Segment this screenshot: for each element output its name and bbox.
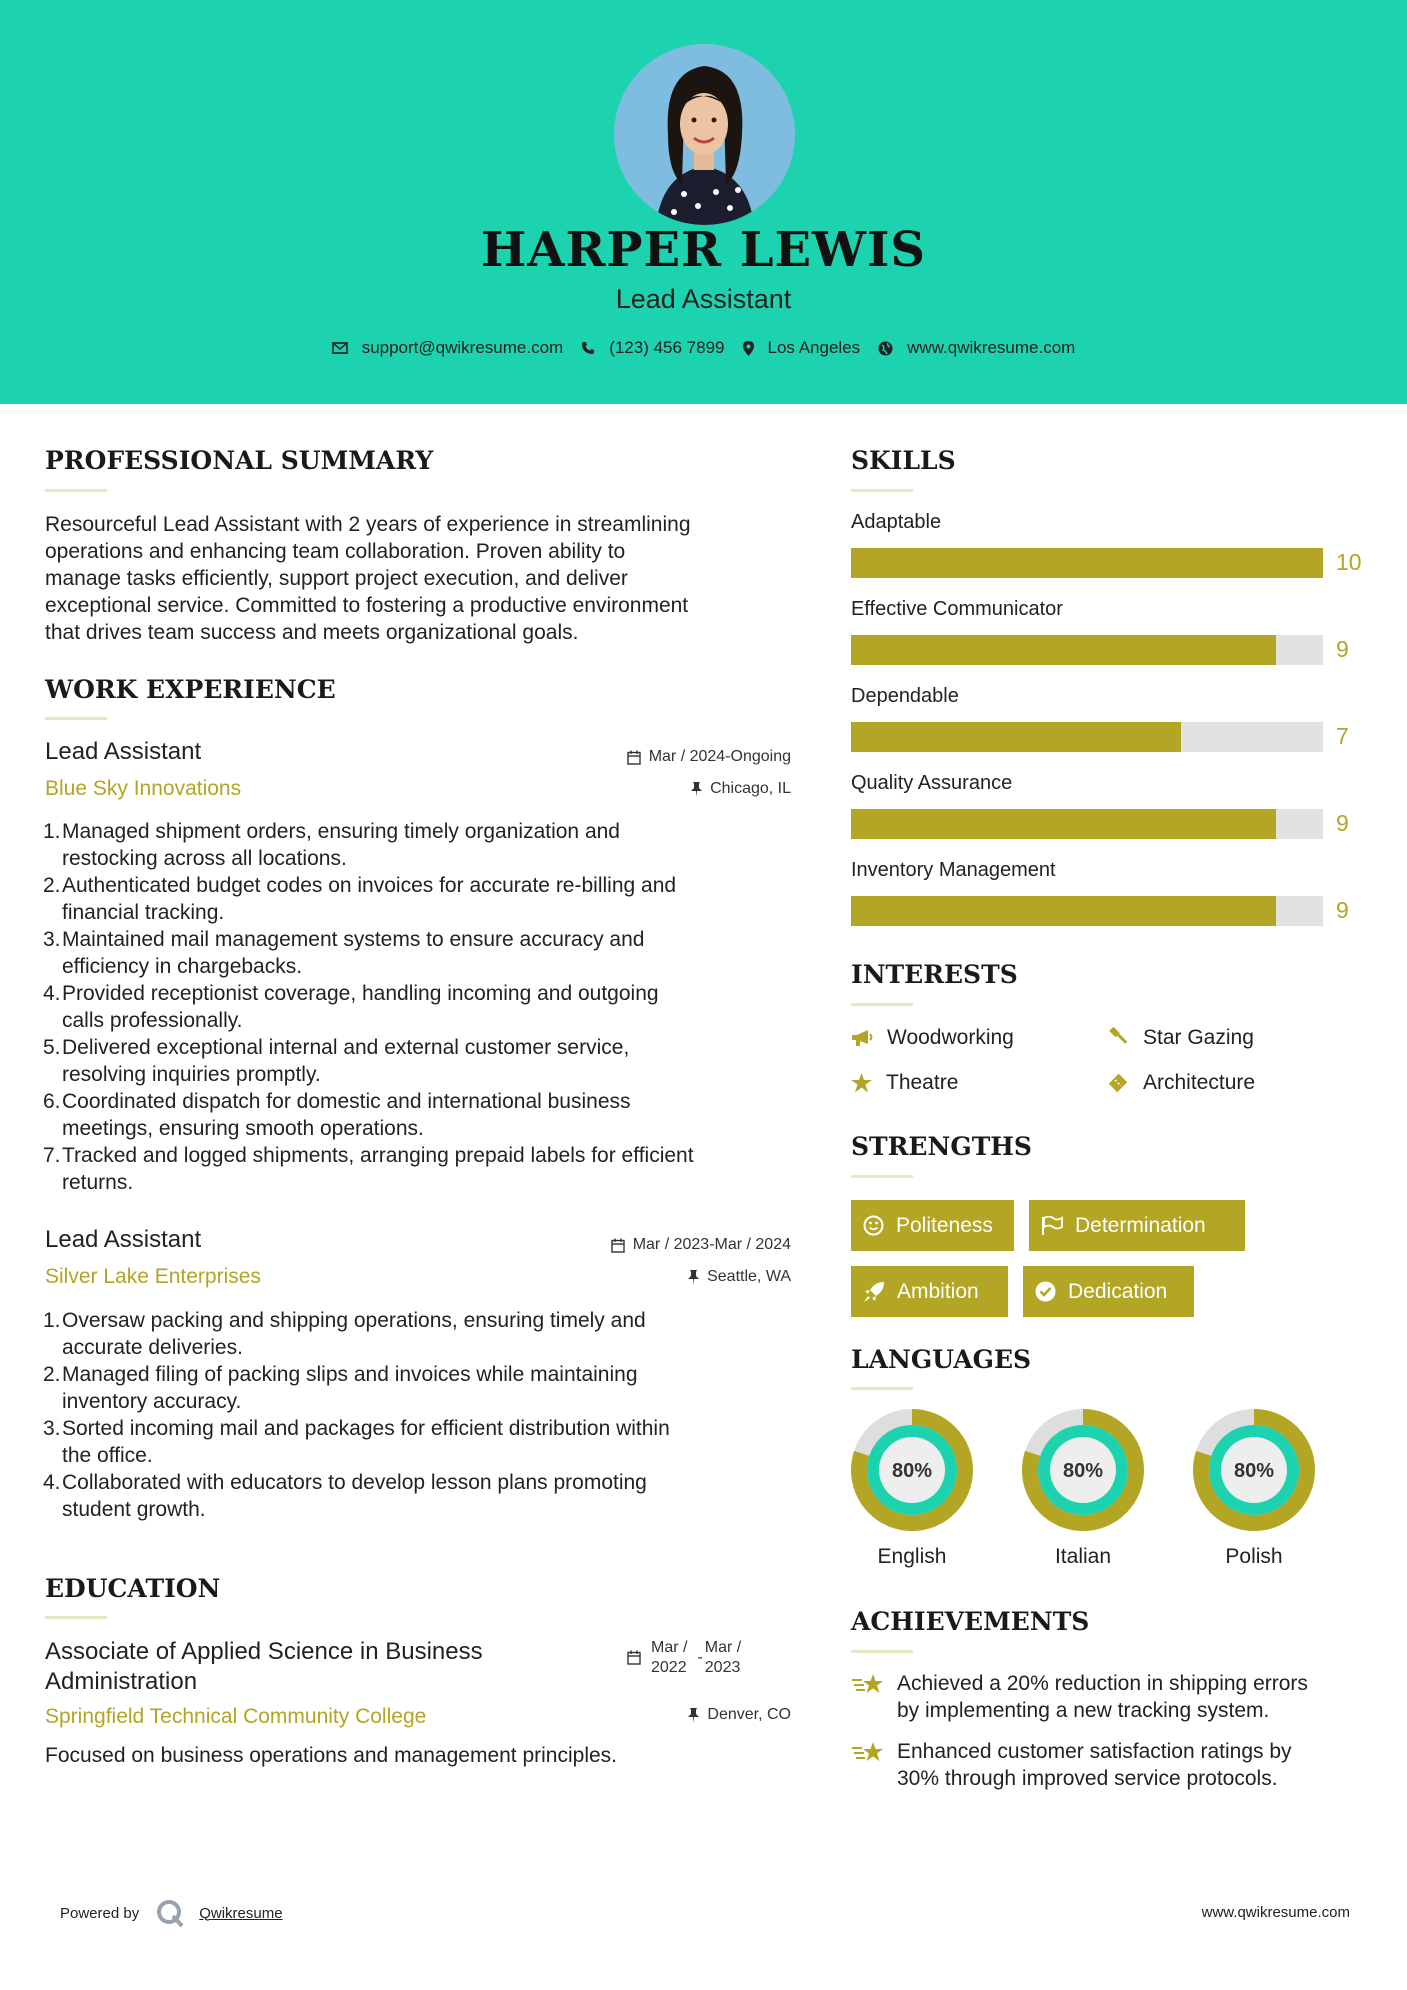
job-duties-list [43,1307,803,1523]
item-line: accurate deliveries. [62,1336,243,1359]
skills-heading: SKILLS [851,446,956,475]
skill-bar-fill [851,635,1276,665]
degree-line: Administration [45,1668,198,1695]
skill-value: 7 [1336,723,1349,749]
item-line: returns. [62,1171,134,1194]
calendar-icon [627,750,641,765]
contact-location [743,338,861,358]
education-underline [45,1616,107,1619]
achievement-item [851,1738,1292,1792]
skill-value: 10 [1336,549,1362,575]
job-company: Silver Lake Enterprises [45,1265,261,1288]
school-name: Springfield Technical Community College [45,1705,427,1728]
summary-line: manage tasks efficiently, support project execution, and deliver [45,567,628,590]
education-location-text: Denver, CO [707,1706,791,1723]
strengths-heading: STRENGTHS [851,1132,1032,1161]
contact-bar [0,338,1407,358]
date-part: Mar / [704,1639,742,1656]
envelope-icon [332,342,348,354]
megaphone-icon [851,1029,873,1047]
item-line: Sorted incoming mail and packages for efficient distribution within [62,1417,670,1440]
summary-line: Resourceful Lead Assistant with 2 years of experience in streamlining [45,513,691,536]
list-item [43,1415,803,1469]
skill-label: Dependable [851,685,959,707]
skill-bar-track [851,809,1323,839]
list-item [43,1307,803,1361]
skill-bar-fill [851,722,1181,752]
job-dates-text: Mar / 2023-Mar / 2024 [632,1236,791,1253]
strength-tag-politeness [851,1200,1014,1251]
interest-star-gazing [1107,1026,1254,1050]
item-line: student growth. [62,1498,206,1521]
calendar-icon [611,1238,625,1253]
degree-line: Associate of Applied Science in Business [45,1638,483,1665]
star-icon [851,1073,872,1093]
education-dates [627,1638,741,1678]
job-title: Lead Assistant [45,1226,202,1253]
skills-underline [851,489,913,492]
item-number: 2. [43,874,61,897]
brand-link[interactable]: Qwikresume [199,1904,283,1922]
item-line: Delivered exceptional internal and external customer service, [62,1036,630,1059]
item-line: Collaborated with educators to develop lesson plans promoting [62,1471,647,1494]
education-location [500,1706,791,1724]
achievement-line: by implementing a new tracking system. [897,1699,1270,1722]
skill-label: Adaptable [851,511,942,533]
job-company: Blue Sky Innovations [45,777,242,800]
job-dates [500,1236,791,1254]
footer-branding [60,1898,283,1928]
strength-label: Politeness [896,1213,993,1237]
experience-heading: WORK EXPERIENCE [45,675,336,704]
gavel-icon [1107,1027,1129,1049]
contact-email[interactable] [332,338,564,358]
list-item [43,926,803,980]
item-number: 7. [43,1144,61,1167]
skill-value: 9 [1336,897,1349,923]
qwikresume-logo-icon [155,1898,185,1928]
list-item [43,872,803,926]
languages-heading: LANGUAGES [851,1345,1032,1374]
interest-label: Woodworking [887,1026,1014,1049]
skill-value: 9 [1336,636,1349,662]
item-line: Tracked and logged shipments, arranging prepaid labels for efficient [62,1144,694,1167]
skill-bar-track [851,548,1323,578]
skill-bar-track [851,722,1323,752]
item-line: Provided receptionist coverage, handling incoming and outgoing [62,982,659,1005]
phone-text: (123) 456 7899 [609,338,725,357]
shooting-star-icon [851,1740,885,1766]
item-line: the office. [62,1444,153,1467]
summary-heading: PROFESSIONAL SUMMARY [45,446,434,475]
strength-tag-dedication [1023,1266,1194,1317]
phone-icon [581,341,595,355]
interests-heading: INTERESTS [851,960,1018,989]
list-item [43,980,803,1034]
summary-underline [45,489,107,492]
skill-label: Inventory Management [851,859,1056,881]
language-percent: 80% [1062,1460,1104,1482]
degree-title [45,1637,483,1697]
candidate-name: HARPER LEWIS [480,222,927,278]
skill-bar-track [851,896,1323,926]
strengths-underline [851,1175,913,1178]
contact-website[interactable] [878,338,1075,358]
experience-underline [45,717,107,720]
shooting-star-icon [851,1672,885,1698]
item-line: efficiency in chargebacks. [62,955,303,978]
list-item [43,1469,803,1523]
website-text: www.qwikresume.com [907,338,1076,357]
contact-phone[interactable] [581,338,724,358]
job-location-text: Chicago, IL [710,780,791,797]
date-separator: - [697,1649,703,1666]
item-number: 3. [43,1417,61,1440]
skill-bar-track [851,635,1323,665]
date-part: Mar / [651,1639,688,1656]
edu-start-date [651,1638,687,1678]
summary-line: that drives team success and meets organizational goals. [45,621,579,644]
interest-label: Theatre [886,1071,959,1094]
rocket-icon [863,1281,885,1303]
pushpin-icon [688,1708,699,1723]
footer-website[interactable]: www.qwikresume.com [1201,1904,1350,1921]
item-number: 1. [43,1309,61,1332]
language-percent: 80% [1233,1460,1275,1482]
candidate-role: Lead Assistant [615,284,792,314]
date-part: 2023 [704,1659,741,1676]
list-item [43,1034,803,1088]
job-location [500,780,791,798]
interest-theatre [851,1071,958,1095]
job-location [500,1268,791,1286]
strength-tag-determination [1029,1200,1245,1251]
item-line: Maintained mail management systems to ensure accuracy and [62,928,645,951]
strength-label: Dedication [1068,1279,1168,1303]
item-number: 3. [43,928,61,951]
item-line: Oversaw packing and shipping operations, ensuring timely and [62,1309,646,1332]
skill-bar-fill [851,548,1323,578]
language-percent: 80% [891,1460,933,1482]
item-line: meetings, ensuring smooth operations. [62,1117,424,1140]
strength-label: Ambition [897,1279,979,1303]
interest-woodworking [851,1026,1014,1050]
item-line: Managed filing of packing slips and invoices while maintaining [62,1363,638,1386]
item-line: calls professionally. [62,1009,243,1032]
skill-value: 9 [1336,810,1349,836]
smile-icon [863,1215,884,1236]
pushpin-icon [688,1270,699,1285]
language-ring [1022,1409,1144,1531]
achievement-line: Achieved a 20% reduction in shipping errors [897,1672,1308,1695]
achievement-line: Enhanced customer satisfaction ratings by [897,1740,1292,1763]
item-line: Managed shipment orders, ensuring timely organization and [62,820,620,843]
ticket-icon [1107,1072,1129,1094]
pushpin-icon [691,782,702,797]
check-circle-icon [1035,1281,1056,1302]
skill-label: Effective Communicator [851,598,1063,620]
email-text: support@qwikresume.com [361,338,564,357]
item-number: 4. [43,982,61,1005]
item-line: resolving inquiries promptly. [62,1063,321,1086]
skill-label: Quality Assurance [851,772,1013,794]
job-dates [500,748,791,766]
summary-line: exceptional service. Committed to fostering a productive environment [45,594,689,617]
list-item [43,1088,803,1142]
item-number: 1. [43,820,61,843]
skill-bar-fill [851,896,1276,926]
education-heading: EDUCATION [45,1574,221,1603]
interest-architecture [1107,1071,1255,1095]
flag-icon [1041,1216,1063,1236]
job-dates-text: Mar / 2024-Ongoing [648,748,791,765]
edu-end-date [705,1638,741,1678]
language-ring [1193,1409,1315,1531]
date-part: 2022 [651,1659,687,1676]
job-title: Lead Assistant [45,738,202,765]
language-name: Italian [1054,1545,1112,1568]
location-text: Los Angeles [767,338,861,357]
strength-label: Determination [1075,1213,1206,1237]
strength-tag-ambition [851,1266,1008,1317]
language-name: English [877,1545,947,1568]
item-line: financial tracking. [62,901,225,924]
summary-text [45,511,795,646]
job-location-text: Seattle, WA [707,1268,791,1285]
map-pin-icon [743,341,754,356]
achievements-heading: ACHIEVEMENTS [851,1607,1090,1636]
item-number: 4. [43,1471,61,1494]
achievement-line: 30% through improved service protocols. [897,1767,1278,1790]
item-line: Coordinated dispatch for domestic and international business [62,1090,631,1113]
item-number: 6. [43,1090,61,1113]
item-line: Authenticated budget codes on invoices for accurate re-billing and [62,874,677,897]
language-ring [851,1409,973,1531]
interest-label: Architecture [1143,1071,1256,1094]
interest-label: Star Gazing [1143,1026,1254,1049]
job-duties-list [43,818,803,1196]
calendar-icon [627,1650,641,1665]
item-line: restocking across all locations. [62,847,347,870]
item-number: 5. [43,1036,61,1059]
interests-underline [851,1003,913,1006]
globe-icon [878,341,893,356]
language-name: Polish [1225,1545,1283,1568]
list-item [43,1361,803,1415]
achievements-underline [851,1650,913,1653]
list-item [43,1142,803,1196]
profile-photo [614,44,795,225]
powered-by-label: Powered by [60,1904,140,1922]
item-line: inventory accuracy. [62,1390,242,1413]
achievement-item [851,1670,1308,1724]
summary-line: operations and enhancing team collaboration. Proven ability to [45,540,626,563]
list-item [43,818,803,872]
languages-underline [851,1387,913,1390]
item-number: 2. [43,1363,61,1386]
skill-bar-fill [851,809,1276,839]
resume-header [0,0,1407,404]
education-description: Focused on business operations and management principles. [45,1744,618,1767]
